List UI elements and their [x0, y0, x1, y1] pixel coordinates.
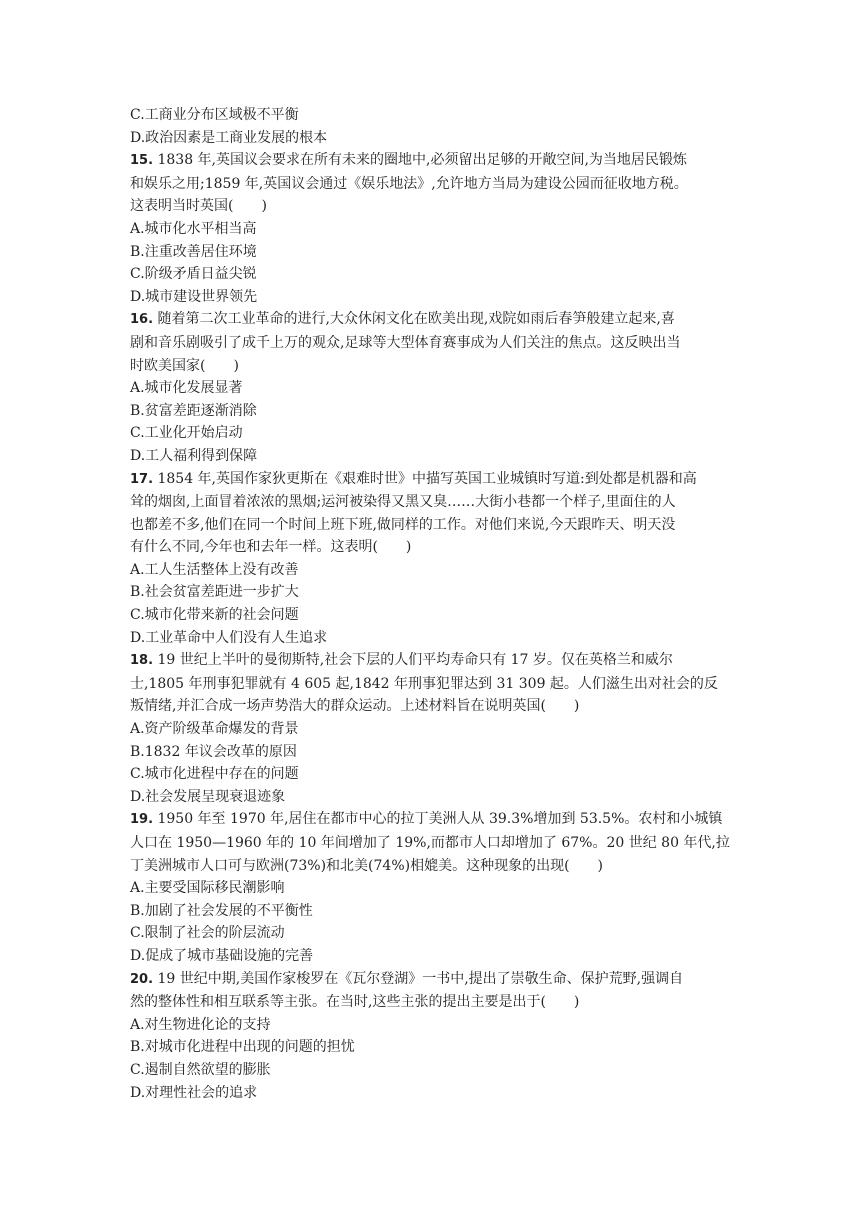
question-stem-line: 16. 随着第二次工业革命的进行,大众休闲文化在欧美出现,戏院如雨后春笋般建立起来,喜	[130, 311, 675, 328]
question-stem-line: 这表明当时英国( )	[130, 198, 267, 215]
question-stem-line: 叛情绪,并汇合成一场声势浩大的群众运动。上述材料旨在说明英国( )	[130, 698, 580, 715]
question-number: 20.	[130, 971, 154, 987]
question-stem-line: 也都差不多,他们在同一个时间上班下班,做同样的工作。对他们来说,今天跟昨天、明天没	[130, 516, 676, 533]
question-stem-line: 15. 1838 年,英国议会要求在所有未来的圈地中,必须留出足够的开敞空间,为当地居民锻炼	[130, 152, 687, 169]
option-d: D.促成了城市基础设施的完善	[130, 947, 314, 964]
question-number: 16.	[130, 312, 154, 328]
option-b: B.对城市化进程中出现的问题的担忧	[130, 1039, 355, 1056]
option-a: A.工人生活整体上没有改善	[130, 561, 299, 578]
question-stem-line: 20. 19 世纪中期,美国作家梭罗在《瓦尔登湖》一书中,提出了崇敬生命、保护荒野,强调自	[130, 970, 684, 987]
option-b: B.注重改善居住环境	[130, 243, 257, 260]
question-stem-line: 剧和音乐剧吸引了成千上万的观众,足球等大型体育赛事成为人们关注的焦点。这反映出当	[130, 334, 681, 351]
question-number: 17.	[130, 471, 154, 487]
option-b: B.1832 年议会改革的原因	[130, 743, 297, 760]
question-15	[130, 149, 742, 308]
question-stem-line: 人口在 1950—1960 年的 10 年间增加了 19%,而都市人口却增加了 67%。20 世纪 80 年代,拉	[130, 835, 730, 851]
question-17	[130, 468, 742, 650]
question-stem-line: 19. 1950 年至 1970 年,居住在都市中心的拉丁美洲人从 39.3%增加到 53.5%。农村和小城镇	[130, 811, 723, 828]
option-b: B.加剧了社会发展的不平衡性	[130, 902, 313, 919]
option-a: A.对生物进化论的支持	[130, 1016, 271, 1033]
question-stem-line: 18. 19 世纪上半叶的曼彻斯特,社会下层的人们平均寿命只有 17 岁。仅在英格兰和威尔	[130, 652, 673, 669]
question-19	[130, 808, 742, 967]
option-a: A.主要受国际移民潮影响	[130, 880, 285, 897]
option-c: C.遏制自然欲望的膨胀	[130, 1061, 271, 1078]
option-c: C.城市化带来新的社会问题	[130, 607, 299, 624]
option-b: B.社会贫富差距进一步扩大	[130, 584, 299, 601]
option-a: A.资产阶级革命爆发的背景	[130, 721, 299, 738]
question-stem-line: 丁美洲城市人口可与欧洲(73%)和北美(74%)相媲美。这种现象的出现( )	[130, 857, 604, 874]
question-stem-line: 和娱乐之用;1859 年,英国议会通过《娱乐地法》,允许地方当局为建设公园而征收地方税。	[130, 175, 688, 192]
option-c: C.城市化进程中存在的问题	[130, 766, 299, 783]
option-c: C.工业化开始启动	[130, 425, 243, 442]
question-18	[130, 649, 742, 808]
option-a: A.城市化水平相当高	[130, 220, 257, 237]
option-d: D.对理性社会的追求	[130, 1084, 258, 1101]
exam-page	[130, 104, 742, 1104]
option-d: D.工业革命中人们没有人生追求	[130, 629, 328, 646]
question-stem-line: 有什么不同,今年也和去年一样。这表明( )	[130, 539, 412, 556]
question-number: 15.	[130, 153, 154, 169]
question-16	[130, 308, 742, 467]
question-stem-line: 17. 1854 年,英国作家狄更斯在《艰难时世》中描写英国工业城镇时写道:到处都是机器和高	[130, 470, 697, 487]
question-number: 19.	[130, 812, 154, 828]
option-c: C.阶级矛盾日益尖锐	[130, 266, 257, 283]
question-20	[130, 968, 742, 1105]
question-stem-line: 耸的烟囱,上面冒着浓浓的黑烟;运河被染得又黑又臭……大街小巷都一个样子,里面住的人	[130, 494, 676, 511]
option-a: A.城市化发展显著	[130, 380, 243, 397]
prev-option-c: C.工商业分布区域极不平衡	[130, 107, 299, 123]
option-c: C.限制了社会的阶层流动	[130, 925, 285, 942]
question-stem-line: 然的整体性和相互联系等主张。在当时,这些主张的提出主要是出于( )	[130, 994, 580, 1011]
option-d: D.城市建设世界领先	[130, 288, 258, 305]
option-b: B.贫富差距逐渐消除	[130, 402, 257, 419]
question-stem-line: 士,1805 年刑事犯罪就有 4 605 起,1842 年刑事犯罪达到 31 309 起。人们滋生出对社会的反	[130, 675, 718, 692]
prev-option-d: D.政治因素是工商业发展的根本	[130, 129, 328, 146]
option-d: D.社会发展呈现衰退迹象	[130, 788, 286, 805]
question-stem-line: 时欧美国家( )	[130, 357, 239, 374]
option-d: D.工人福利得到保障	[130, 447, 258, 464]
question-number: 18.	[130, 653, 154, 669]
